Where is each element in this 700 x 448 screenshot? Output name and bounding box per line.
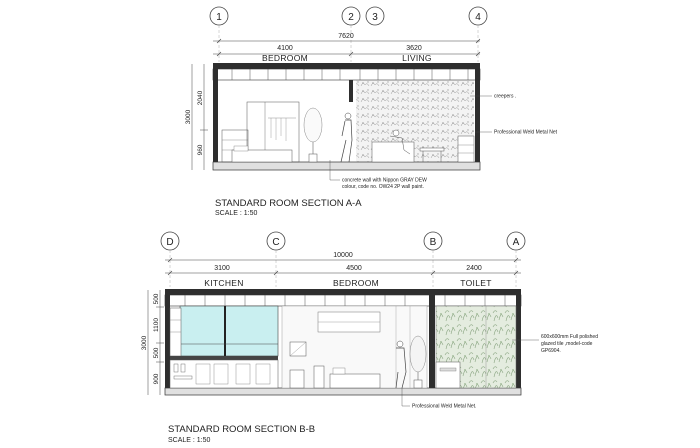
height-dimensions <box>185 64 208 170</box>
dim-bedroom: 4100 <box>277 45 293 52</box>
room-label-bedroom-b: BEDROOM <box>332 278 380 288</box>
overall-dimension-b <box>165 252 521 262</box>
overall-dimension <box>213 33 480 43</box>
gridline-d <box>161 232 179 287</box>
kitchen-window <box>180 306 278 356</box>
section-a-building <box>213 63 480 170</box>
gridline-label: A <box>512 237 520 248</box>
note-tile-line1: 600x600mm Full polished <box>541 334 598 340</box>
section-b-title: STANDARD ROOM SECTION B-B <box>168 424 316 435</box>
room-dimensions <box>213 45 480 63</box>
gridline-c <box>267 232 285 287</box>
room-label-kitchen: KITCHEN <box>204 278 244 288</box>
gridline-label: B <box>429 237 437 248</box>
dim-living: 3620 <box>406 45 422 52</box>
note-creepers: creepers . <box>494 93 517 100</box>
overall-dim-text-b: 10000 <box>333 252 353 259</box>
height-total-b: 3000 <box>141 335 148 351</box>
height-h2: 1100 <box>153 318 160 332</box>
section-b-b <box>141 232 598 444</box>
room-label-living: LIVING <box>402 53 432 63</box>
gridline-label: C <box>272 237 280 248</box>
note-wall-line2: colour, code no. OW24 2P wall paint. <box>342 184 424 190</box>
room-label-toilet: TOILET <box>460 278 492 288</box>
gridline-label: D <box>166 237 174 248</box>
room-label-bedroom: BEDROOM <box>261 53 309 63</box>
dim-toilet: 2400 <box>466 265 482 272</box>
height-h1: 500 <box>153 293 160 305</box>
overall-dim-text: 7620 <box>338 33 354 40</box>
section-b-scale: SCALE : 1:50 <box>168 437 211 444</box>
note-wall-line1: concrete wall with Nippon GRAY DEW <box>342 177 427 184</box>
note-tile-line3: GP6904. <box>541 348 561 354</box>
height-total: 3000 <box>185 109 192 125</box>
height-dimensions-b <box>141 290 164 395</box>
gridline-label: 2 <box>348 12 354 23</box>
height-lower: 960 <box>197 144 204 156</box>
gridline-label: 4 <box>475 12 481 23</box>
dim-kitchen: 3100 <box>214 265 230 272</box>
gridline-3 <box>366 7 384 25</box>
note-weld-net-b: Professional Weld Metal Net. <box>412 403 477 410</box>
height-upper: 2040 <box>197 90 204 106</box>
section-a-scale: SCALE : 1:50 <box>215 210 258 217</box>
height-h3: 500 <box>153 347 160 359</box>
gridline-a <box>507 232 525 287</box>
dim-bedroom-b: 4500 <box>346 265 362 272</box>
section-b-building <box>165 289 521 395</box>
gridline-label: 3 <box>372 12 378 23</box>
section-a-a <box>185 7 558 217</box>
note-weld-net-a: Professional Weld Metal Net <box>494 129 557 136</box>
room-dimensions-b <box>165 265 521 288</box>
note-tile-line2: glazed tile ,model-code <box>541 341 593 347</box>
gridline-label: 1 <box>216 12 222 23</box>
section-a-title: STANDARD ROOM SECTION A-A <box>215 198 362 209</box>
gridline-b <box>424 232 442 287</box>
height-h4: 900 <box>153 373 160 385</box>
